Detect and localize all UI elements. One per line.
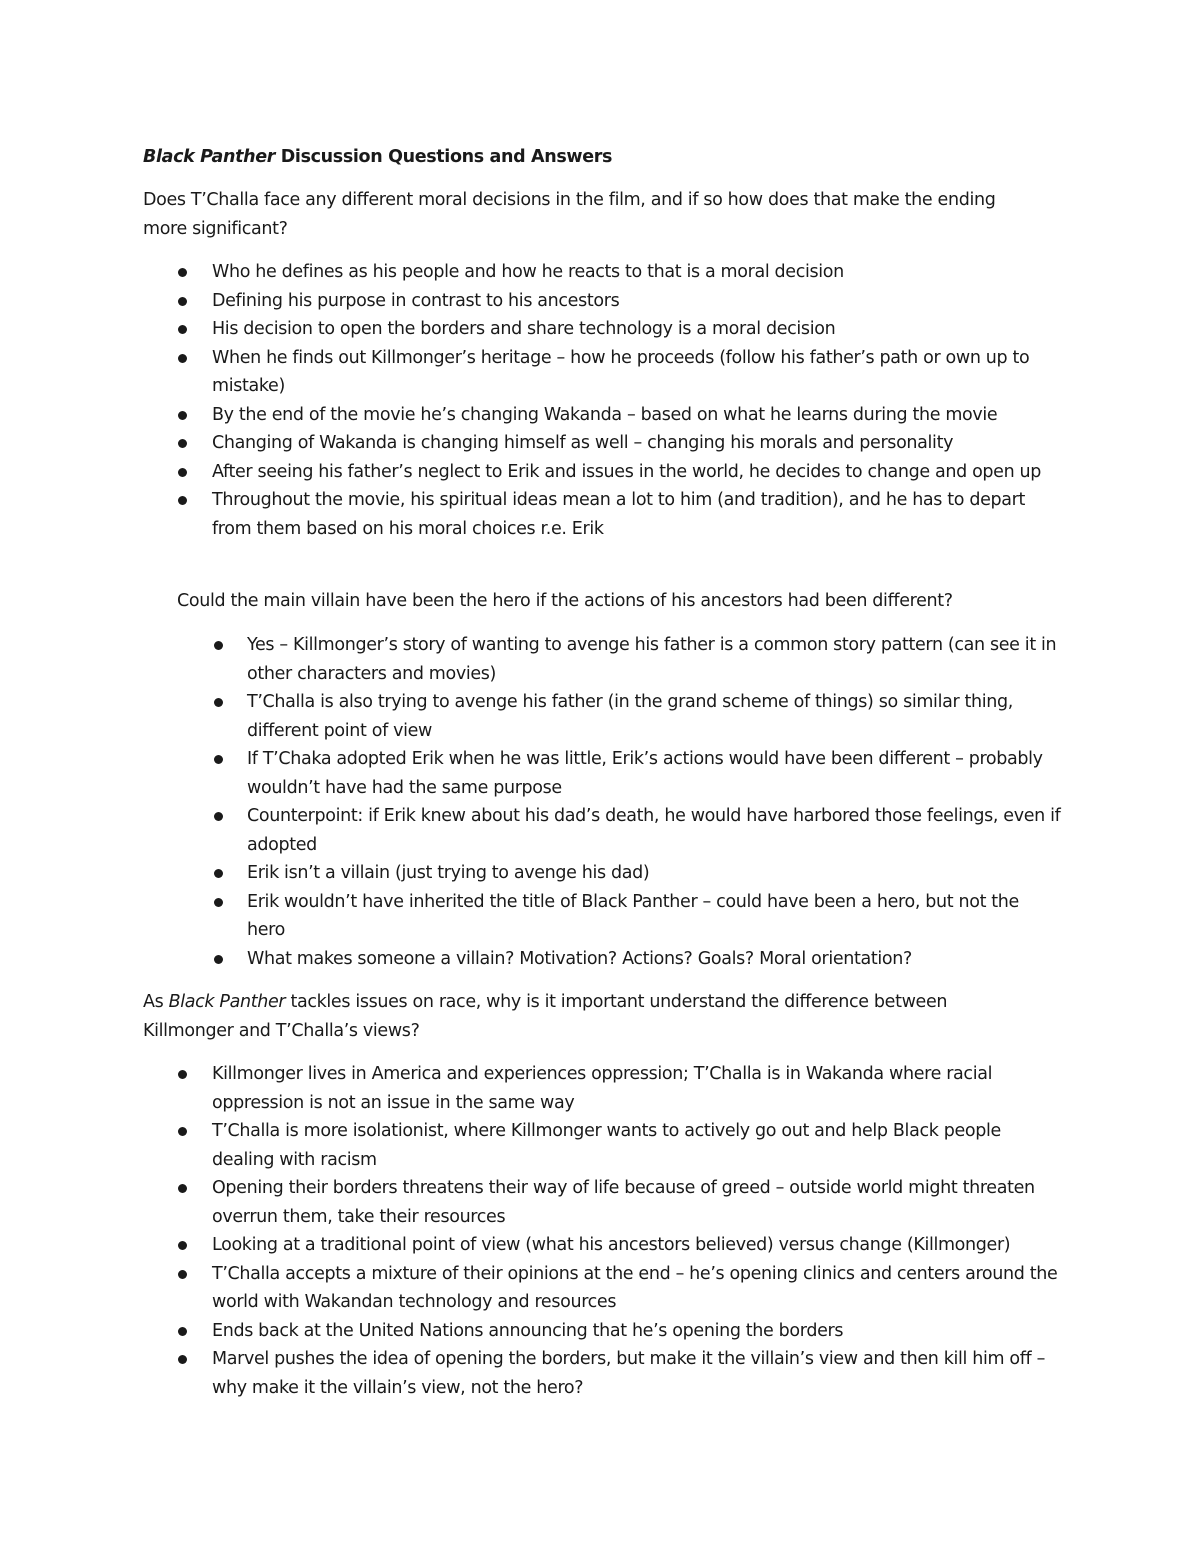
list-item: T’Challa is more isolationist, where Killmonger wants to actively go out and help Black people dealing with racism <box>212 1117 1062 1174</box>
list-item: Marvel pushes the idea of opening the borders, but make it the villain’s view and then kill him off – why make it the villain’s view, not the hero? <box>212 1345 1062 1402</box>
bullet-icon <box>214 812 223 821</box>
list-item: Yes – Killmonger’s story of wanting to avenge his father is a common story pattern (can see it in other characters and movies) <box>247 631 1062 688</box>
list-item: What makes someone a villain? Motivation? Actions? Goals? Moral orientation? <box>247 945 1062 974</box>
list-item: Ends back at the United Nations announcing that he’s opening the borders <box>212 1317 1062 1346</box>
document-title <box>143 145 612 169</box>
question-3: As Black Panther tackles issues on race, why is it important understand the difference between Killmonger and T’Challa’s views? <box>143 992 948 1041</box>
list-item: Changing of Wakanda is changing himself as well – changing his morals and personality <box>212 429 1062 458</box>
bullet-icon <box>178 268 187 277</box>
list-item: When he finds out Killmonger’s heritage – how he proceeds (follow his father’s path or own up to mistake) <box>212 344 1062 401</box>
list-item: Who he defines as his people and how he reacts to that is a moral decision <box>212 258 1062 287</box>
question-2-answers <box>247 631 1062 973</box>
bullet-icon <box>214 869 223 878</box>
bullet-icon <box>178 1241 187 1250</box>
bullet-icon <box>214 641 223 650</box>
bullet-icon <box>214 698 223 707</box>
q3-italic: Black Panther <box>168 992 286 1012</box>
bullet-icon <box>214 898 223 907</box>
list-item: T’Challa is also trying to avenge his father (in the grand scheme of things) so similar thing, different point of view <box>247 688 1062 745</box>
list-item: Opening their borders threatens their way of life because of greed – outside world might threaten overrun them, take their resources <box>212 1174 1062 1231</box>
bullet-icon <box>178 439 187 448</box>
list-item: Erik wouldn’t have inherited the title of Black Panther – could have been a hero, but not the hero <box>247 888 1062 945</box>
bullet-icon <box>178 1327 187 1336</box>
bullet-icon <box>214 755 223 764</box>
list-item: Looking at a traditional point of view (what his ancestors believed) versus change (Killmonger) <box>212 1231 1062 1260</box>
question-2: Could the main villain have been the hero if the actions of his ancestors had been different? <box>177 591 953 611</box>
bullet-icon <box>178 411 187 420</box>
question-1: Does T’Challa face any different moral decisions in the film, and if so how does that make the ending more significant? <box>143 190 996 239</box>
bullet-icon <box>178 354 187 363</box>
bullet-icon <box>178 297 187 306</box>
question-3-answers <box>212 1060 1062 1402</box>
list-item: If T’Chaka adopted Erik when he was little, Erik’s actions would have been different – probably wouldn’t have had the same purpose <box>247 745 1062 802</box>
list-item: By the end of the movie he’s changing Wakanda – based on what he learns during the movie <box>212 401 1062 430</box>
bullet-icon <box>214 955 223 964</box>
bullet-icon <box>178 468 187 477</box>
bullet-icon <box>178 325 187 334</box>
list-item: His decision to open the borders and share technology is a moral decision <box>212 315 1062 344</box>
bullet-icon <box>178 1184 187 1193</box>
question-1-answers <box>212 258 1062 543</box>
bullet-icon <box>178 1070 187 1079</box>
bullet-icon <box>178 1355 187 1364</box>
list-item: Erik isn’t a villain (just trying to avenge his dad) <box>247 859 1062 888</box>
list-item: After seeing his father’s neglect to Erik and issues in the world, he decides to change and open up <box>212 458 1062 487</box>
list-item: T’Challa accepts a mixture of their opinions at the end – he’s opening clinics and centers around the world with Wakandan technology and resources <box>212 1260 1062 1317</box>
title-italic: Black Panther <box>143 147 275 167</box>
bullet-icon <box>178 496 187 505</box>
list-item: Throughout the movie, his spiritual ideas mean a lot to him (and tradition), and he has to depart from them based on his moral choices r.e. Erik <box>212 486 1062 543</box>
list-item: Defining his purpose in contrast to his ancestors <box>212 287 1062 316</box>
bullet-icon <box>178 1127 187 1136</box>
title-rest: Discussion Questions and Answers <box>275 147 613 167</box>
list-item: Killmonger lives in America and experiences oppression; T’Challa is in Wakanda where racial oppression is not an issue in the same way <box>212 1060 1062 1117</box>
list-item: Counterpoint: if Erik knew about his dad’s death, he would have harbored those feelings, even if adopted <box>247 802 1062 859</box>
bullet-icon <box>178 1270 187 1279</box>
